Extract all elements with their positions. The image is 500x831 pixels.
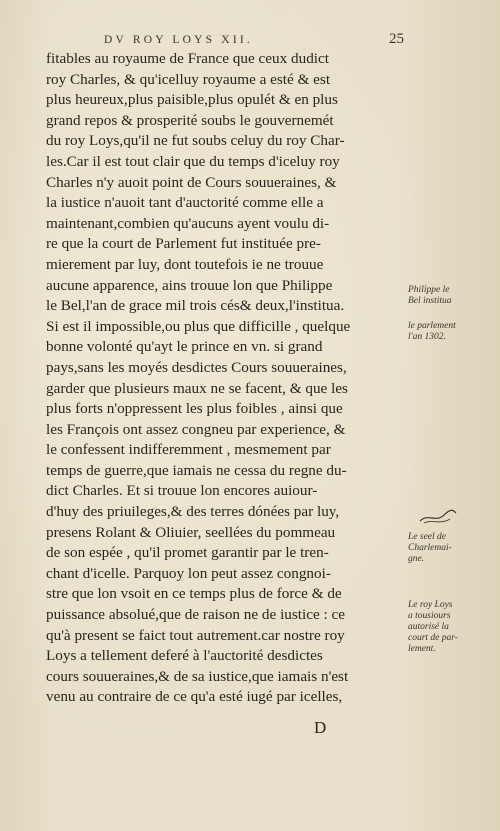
- margin-note-line: le parlement: [408, 321, 456, 331]
- text-line: les François ont assez congneu par experience, &: [46, 420, 346, 438]
- text-line: presens Rolant & Oliuier, seellées du pommeau: [46, 523, 336, 541]
- text-line: Si est il impossible,ou plus que difficille , quelque: [46, 317, 351, 335]
- text-line: temps de guerre,que iamais ne cessa du regne du-: [46, 461, 347, 479]
- text-line: pays,sans les moyés desdictes Cours souueraines,: [46, 358, 347, 376]
- margin-note: [408, 600, 458, 655]
- text-line: plus heureux,plus paisible,plus opulét & en plus: [46, 91, 338, 109]
- text-line: du roy Loys,qu'il ne fut soubs celuy du roy Char-: [46, 132, 345, 150]
- text-line: grand repos & prosperité soubs le gouvernemét: [46, 111, 334, 129]
- margin-note: [408, 285, 452, 307]
- text-line: venu au contraire de ce qu'a esté iugé par icelles,: [46, 688, 343, 706]
- text-line: bonne volonté qu'ayt le prince en vn. si grand: [46, 338, 323, 356]
- text-line: plus forts n'oppressent les plus foibles , ainsi que: [46, 400, 343, 418]
- text-line: Charles n'y auoit point de Cours souueraines, &: [46, 173, 337, 191]
- margin-note-line: Bel institua: [408, 296, 452, 306]
- text-line: mierement par luy, dont toutefois ie ne trouue: [46, 255, 324, 273]
- running-head: DV ROY LOYS XII.: [104, 34, 253, 46]
- margin-note-line: a tousiours: [408, 611, 451, 621]
- main-text-block: [46, 49, 406, 708]
- text-line: de son espée , qu'il promet garantir par le tren-: [46, 544, 329, 562]
- margin-note-line: gne.: [408, 554, 425, 564]
- text-line: le confessent indifferemment , mesmement par: [46, 441, 331, 459]
- text-line: garder que plusieurs maux ne se facent, & que les: [46, 379, 348, 397]
- text-line: roy Charles, & qu'icelluy royaume a esté & est: [46, 70, 331, 88]
- text-line: chant d'icelle. Parquoy lon peut assez congnoi-: [46, 564, 331, 582]
- text-line: maintenant,combien qu'aucuns ayent voulu di-: [46, 214, 330, 232]
- handwritten-pen-mark: [418, 505, 458, 527]
- page-number: 25: [389, 31, 404, 47]
- margin-notes-column: [408, 0, 500, 831]
- text-line: puissance absolué,que de raison ne de iustice : ce: [46, 606, 346, 624]
- text-line: qu'à present se faict tout autrement.car nostre roy: [46, 626, 345, 644]
- text-line: stre que lon vsoit en ce temps plus de force & de: [46, 585, 342, 603]
- margin-note-line: Philippe le: [408, 285, 450, 295]
- margin-note: [408, 532, 452, 565]
- text-line: la iustice n'auoit tant d'auctorité comme elle a: [46, 194, 324, 212]
- text-line: aucune apparence, ains trouue lon que Philippe: [46, 276, 333, 294]
- margin-note-line: Le roy Loys: [408, 600, 453, 610]
- text-line: cours souueraines,& de sa iustice,que iamais n'est: [46, 667, 349, 685]
- text-line: re que la court de Parlement fut instituée pre-: [46, 235, 321, 253]
- signature-mark: D: [314, 718, 327, 737]
- text-line: fitables au royaume de France que ceux dudict: [46, 50, 329, 67]
- margin-note-line: autorisé la: [408, 622, 449, 632]
- text-line: Loys a tellement deferé à l'auctorité desdictes: [46, 647, 323, 665]
- margin-note: [408, 321, 456, 343]
- text-line: dict Charles. Et si trouue lon encores auiour-: [46, 482, 318, 500]
- text-line: d'huy des priuileges,& des terres dónées par luy,: [46, 503, 340, 521]
- margin-note-line: l'an 1302.: [408, 332, 446, 342]
- margin-note-line: Le seel de: [408, 532, 446, 542]
- margin-note-line: Charlemai-: [408, 543, 452, 553]
- margin-note-line: court de par-: [408, 633, 458, 643]
- margin-note-line: lement.: [408, 644, 436, 654]
- text-line: les.Car il est tout clair que du temps d'iceluy roy: [46, 152, 340, 170]
- text-line: le Bel,l'an de grace mil trois cés& deux,l'institua.: [46, 297, 345, 315]
